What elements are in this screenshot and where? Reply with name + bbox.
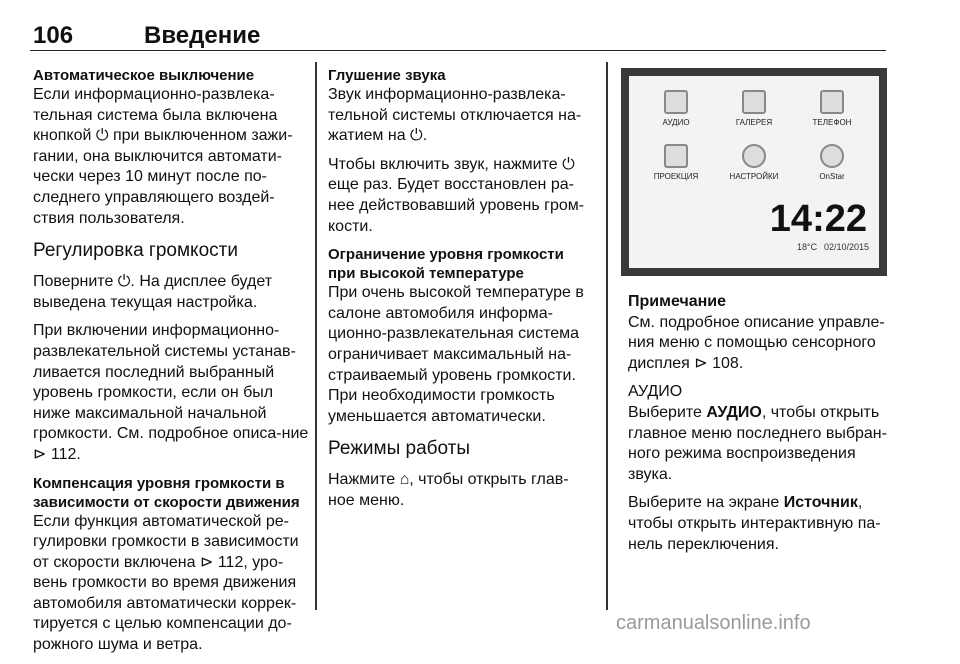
- page-number: 106: [33, 22, 74, 49]
- phone-icon: [820, 90, 844, 114]
- paragraph: Чтобы включить звук, нажмите ⏻ еще раз. Будет восстановлен ра-нее действовавший уровень гром-кости.: [328, 155, 585, 235]
- section-heading: Режимы работы: [328, 438, 471, 460]
- column-divider: [606, 62, 608, 610]
- onstar-icon: [820, 144, 844, 168]
- music-icon: [664, 90, 688, 114]
- column-1: [33, 66, 309, 664]
- gear-icon: [742, 144, 766, 168]
- tile-gallery: ГАЛЕРЕЯ: [719, 90, 789, 138]
- tile-phone: ТЕЛЕФОН: [797, 90, 867, 138]
- paragraph: Выберите на экране Источник, чтобы открыть интерактивную па-нель переключения.: [628, 494, 881, 553]
- tile-audio: АУДИО: [641, 90, 711, 138]
- page-title: Введение: [144, 22, 261, 49]
- section-heading: АУДИО: [628, 383, 683, 401]
- paragraph: Нажмите ⌂, чтобы открыть глав-ное меню.: [328, 471, 569, 509]
- tile-settings: НАСТРОЙКИ: [719, 144, 789, 192]
- page-header: [30, 22, 886, 51]
- column-2: [328, 66, 594, 520]
- temperature: 18°C: [797, 242, 818, 252]
- clock: 14:22: [769, 198, 867, 240]
- section-heading: Автоматическое выключение: [33, 67, 255, 84]
- column-3: [628, 292, 888, 563]
- date: 02/10/2015: [823, 242, 869, 252]
- paragraph: Если информационно-развлека-тельная система была включена кнопкой ⏻ при выключенном зажи-гании, она выключится автомати-чески через 10 минут после по-следнего управляющего воздей-ствия пользователя.: [33, 86, 293, 227]
- paragraph: Если функция автоматической ре-гулировки громкости в зависимости от скорости включена ⊳ 112, уро-вень громкости во время движения автомобиля автоматически коррек-тируется с целью компенсации до-рожного шума и ветра.: [33, 512, 299, 654]
- watermark: carmanualsonline.info: [616, 612, 811, 634]
- tile-projection: ПРОЕКЦИЯ: [641, 144, 711, 192]
- paragraph: Выберите АУДИО, чтобы открыть главное меню последнего выбран-ного режима воспроизведения звука.: [628, 403, 887, 483]
- paragraph: При очень высокой температуре в салоне автомобиля информа-ционно-развлекательная система ограничивает максимальный на-страиваемый уровень громкости. При необходимости громкость уменьшается автоматически.: [328, 284, 584, 425]
- column-divider: [315, 62, 317, 610]
- paragraph: При включении информационно-развлекательной системы устанав-ливается последний выбранный уровень громкости, если он был ниже максимальной начальной громкости. См. подробное описа-ние ⊳ 112.: [33, 322, 309, 463]
- note-title: Примечание: [628, 293, 727, 310]
- note-text: См. подробное описание управле-ния меню с помощью сенсорного дисплея ⊳ 108.: [628, 313, 885, 372]
- paragraph: Звук информационно-развлека-тельной системы отключается на-жатием на ⏻.: [328, 86, 582, 145]
- home-screen: [629, 76, 879, 268]
- section-heading: Регулировка громкости: [33, 240, 238, 262]
- section-heading: Компенсация уровня громкости в зависимости от скорости движения: [33, 474, 300, 511]
- section-heading: Ограничение уровня громкости при высокой температуре: [328, 246, 564, 283]
- projection-icon: [664, 144, 688, 168]
- gallery-icon: [742, 90, 766, 114]
- display-screenshot: [621, 68, 887, 276]
- section-heading: Глушение звука: [328, 67, 446, 84]
- paragraph: Поверните ⏻. На дисплее будет выведена текущая настройка.: [33, 273, 273, 311]
- tile-onstar: OnStar: [797, 144, 867, 192]
